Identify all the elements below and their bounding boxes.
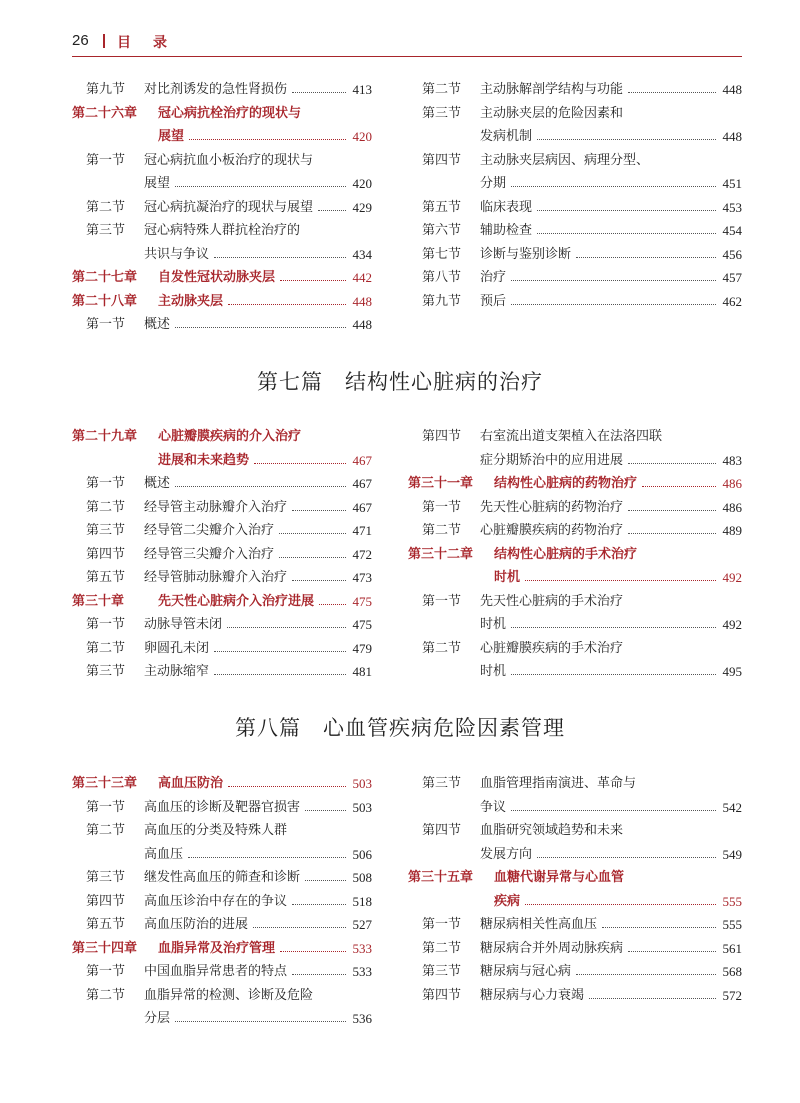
toc-section-line[interactable] xyxy=(72,243,372,267)
toc-section-line[interactable] xyxy=(72,472,372,496)
section-label: 第一节 xyxy=(422,593,462,609)
section-title: 糖尿病合并外周动脉疾病 xyxy=(480,940,624,956)
page-ref: 472 xyxy=(352,546,372,562)
chapter-label: 第三十章 xyxy=(72,593,125,609)
page-ref: 454 xyxy=(722,223,742,238)
section-label: 第九节 xyxy=(86,82,126,97)
chapter-label: 第三十四章 xyxy=(72,940,138,956)
toc-chapter-line[interactable] xyxy=(72,102,372,126)
dot-leader xyxy=(175,1007,346,1022)
toc-section-line[interactable] xyxy=(408,172,742,196)
section-label: 第一节 xyxy=(86,317,126,332)
toc-section-line[interactable] xyxy=(72,843,372,867)
toc-chapter-line[interactable] xyxy=(72,290,372,314)
page-ref: 561 xyxy=(722,940,742,956)
dot-leader xyxy=(576,960,716,975)
toc-chapter-line[interactable] xyxy=(408,566,742,590)
section-title: 冠心病特殊人群抗栓治疗的 xyxy=(144,223,301,238)
section-title: 概述 xyxy=(144,317,171,332)
section-label: 第一节 xyxy=(86,476,126,491)
toc-column-right xyxy=(408,78,742,313)
chapter-title: 冠心病抗栓治疗的现状与 xyxy=(158,105,302,121)
dot-leader xyxy=(254,449,346,464)
section-title: 继发性高血压的筛查和诊断 xyxy=(144,870,301,885)
section-title: 经导管主动脉瓣介入治疗 xyxy=(144,499,288,515)
toc-section-line[interactable] xyxy=(72,196,372,220)
page-ref: 457 xyxy=(722,270,742,285)
section-label: 第二节 xyxy=(422,940,462,956)
dot-leader xyxy=(189,125,346,140)
section-title: 辅助检查 xyxy=(480,223,533,238)
dot-leader xyxy=(537,125,716,140)
section-title: 先天性心脏病的手术治疗 xyxy=(480,593,624,609)
toc-column-left xyxy=(72,772,372,1031)
section-title: 共识与争议 xyxy=(144,246,210,262)
section-title: 临床表现 xyxy=(480,199,533,215)
section-title: 时机 xyxy=(480,617,507,632)
toc-section-line[interactable] xyxy=(408,219,742,243)
section-title: 发病机制 xyxy=(480,129,533,144)
dot-leader xyxy=(279,543,346,558)
dot-leader xyxy=(318,196,346,211)
dot-leader xyxy=(319,590,346,605)
section-title: 预后 xyxy=(480,293,507,309)
toc-section-line[interactable] xyxy=(408,843,742,867)
toc-section-line[interactable] xyxy=(408,660,742,684)
section-title: 冠心病抗凝治疗的现状与展望 xyxy=(144,199,314,215)
toc-column-left xyxy=(72,425,372,684)
toc-chapter-line[interactable] xyxy=(72,937,372,961)
page-ref: 492 xyxy=(722,570,742,585)
chapter-title: 进展和未来趋势 xyxy=(158,452,250,468)
section-title: 主动脉缩窄 xyxy=(144,664,210,679)
section-title: 高血压防治的进展 xyxy=(144,917,249,932)
section-title: 右室流出道支架植入在法洛四联 xyxy=(480,429,663,444)
toc-column-left xyxy=(72,78,372,337)
section-label: 第八节 xyxy=(422,270,462,285)
toc-chapter-line[interactable] xyxy=(408,890,742,914)
section-label: 第二节 xyxy=(422,523,462,538)
section-title: 经导管三尖瓣介入治疗 xyxy=(144,546,275,562)
toc-chapter-line[interactable] xyxy=(72,266,372,290)
section-title: 经导管二尖瓣介入治疗 xyxy=(144,523,275,538)
toc-section-line[interactable] xyxy=(408,819,742,843)
toc-section-line[interactable] xyxy=(72,796,372,820)
section-title: 争议 xyxy=(480,799,507,815)
page-number: 26 xyxy=(72,32,89,49)
page-ref: 533 xyxy=(352,940,372,956)
section-title: 心脏瓣膜疾病的手术治疗 xyxy=(480,640,624,656)
dot-leader xyxy=(511,172,716,187)
toc-section-line[interactable] xyxy=(72,313,372,337)
page-ref: 448 xyxy=(352,317,372,332)
toc-section-line[interactable] xyxy=(72,543,372,567)
page-ref: 451 xyxy=(722,176,742,191)
section-title: 血脂异常的检测、诊断及危险 xyxy=(144,987,314,1003)
chapter-title: 疾病 xyxy=(494,893,521,909)
chapter-label: 第三十五章 xyxy=(408,870,474,885)
section-label: 第三节 xyxy=(86,870,126,885)
section-label: 第三节 xyxy=(86,223,126,238)
section-title: 糖尿病与冠心病 xyxy=(480,964,572,979)
toc-section-line[interactable] xyxy=(72,149,372,173)
dot-leader xyxy=(280,937,346,952)
section-title: 先天性心脏病的药物治疗 xyxy=(480,499,624,515)
dot-leader xyxy=(305,796,346,811)
toc-section-line[interactable] xyxy=(408,590,742,614)
toc-section-line[interactable] xyxy=(72,172,372,196)
page-ref: 492 xyxy=(722,617,742,632)
toc-chapter-line[interactable] xyxy=(72,449,372,473)
dot-leader xyxy=(628,937,716,952)
section-label: 第二节 xyxy=(422,640,462,656)
section-title: 卵圆孔未闭 xyxy=(144,640,210,656)
section-title: 主动脉解剖学结构与功能 xyxy=(480,82,624,97)
toc-section-line[interactable] xyxy=(408,984,742,1008)
page-ref: 442 xyxy=(352,270,372,285)
dot-leader xyxy=(292,960,346,975)
section-label: 第一节 xyxy=(422,917,462,932)
section-label: 第三节 xyxy=(422,105,462,121)
part-title-7: 第七篇 结构性心脏病的治疗 xyxy=(257,370,543,394)
section-title: 时机 xyxy=(480,664,507,679)
page-ref: 486 xyxy=(722,476,742,491)
section-title: 心脏瓣膜疾病的药物治疗 xyxy=(480,523,624,538)
toc-section-line[interactable] xyxy=(408,937,742,961)
section-label: 第二节 xyxy=(86,199,126,215)
page-ref: 475 xyxy=(352,617,372,632)
dot-leader xyxy=(214,243,346,258)
toc-section-line[interactable] xyxy=(408,125,742,149)
section-label: 第四节 xyxy=(86,893,126,909)
dot-leader xyxy=(214,637,346,652)
dot-leader xyxy=(511,796,716,811)
page-ref: 508 xyxy=(352,870,372,885)
chapter-label: 第三十一章 xyxy=(408,476,474,491)
page-ref: 533 xyxy=(352,964,372,979)
section-title: 诊断与鉴别诊断 xyxy=(480,246,572,262)
page-ref: 481 xyxy=(352,664,372,679)
toc-section-line[interactable] xyxy=(408,796,742,820)
chapter-label: 第二十八章 xyxy=(72,293,138,309)
section-title: 分期 xyxy=(480,176,507,191)
section-title: 高血压诊治中存在的争议 xyxy=(144,893,288,909)
toc-section-line[interactable] xyxy=(72,913,372,937)
section-title: 主动脉夹层的危险因素和 xyxy=(480,105,624,121)
dot-leader xyxy=(188,843,346,858)
toc-section-line[interactable] xyxy=(408,102,742,126)
section-title: 冠心病抗血小板治疗的现状与 xyxy=(144,152,314,168)
section-label: 第九节 xyxy=(422,293,462,309)
toc-section-line[interactable] xyxy=(408,196,742,220)
header-title: 目录 xyxy=(117,35,189,51)
dot-leader xyxy=(227,613,346,628)
page-ref: 462 xyxy=(722,293,742,309)
section-label: 第六节 xyxy=(422,223,462,238)
dot-leader xyxy=(175,472,346,487)
dot-leader xyxy=(537,843,716,858)
toc-section-line[interactable] xyxy=(72,78,372,102)
page-ref: 434 xyxy=(352,246,372,262)
page-ref: 495 xyxy=(722,664,742,679)
page-ref: 486 xyxy=(722,499,742,515)
dot-leader xyxy=(214,660,346,675)
page-ref: 420 xyxy=(352,129,372,144)
section-label: 第五节 xyxy=(422,199,462,215)
chapter-label: 第二十九章 xyxy=(72,429,138,444)
dot-leader xyxy=(511,660,716,675)
dot-leader xyxy=(511,266,716,281)
toc-column-right xyxy=(408,425,742,684)
page-ref: 527 xyxy=(352,917,372,932)
chapter-label: 第三十三章 xyxy=(72,776,138,791)
page-ref: 479 xyxy=(352,640,372,656)
page-ref: 413 xyxy=(352,82,372,97)
section-label: 第三节 xyxy=(422,964,462,979)
toc-section-line[interactable] xyxy=(408,613,742,637)
section-label: 第一节 xyxy=(422,499,462,515)
section-title: 动脉导管未闭 xyxy=(144,617,223,632)
toc-section-line[interactable] xyxy=(408,496,742,520)
section-title: 高血压的分类及特殊人群 xyxy=(144,823,288,838)
toc-section-line[interactable] xyxy=(72,519,372,543)
toc-section-line[interactable] xyxy=(408,266,742,290)
dot-leader xyxy=(279,519,346,534)
dot-leader xyxy=(292,890,346,905)
chapter-title: 高血压防治 xyxy=(158,776,224,791)
section-label: 第四节 xyxy=(422,152,462,168)
page-ref: 483 xyxy=(722,452,742,468)
toc-section-line[interactable] xyxy=(72,496,372,520)
section-title: 高血压的诊断及靶器官损害 xyxy=(144,799,301,815)
page-ref: 453 xyxy=(722,199,742,215)
page-ref: 503 xyxy=(352,799,372,815)
toc-section-line[interactable] xyxy=(408,149,742,173)
dot-leader xyxy=(292,566,346,581)
section-label: 第二节 xyxy=(86,987,126,1003)
section-title: 中国血脂异常患者的特点 xyxy=(144,964,288,979)
toc-section-line[interactable] xyxy=(408,78,742,102)
section-label: 第四节 xyxy=(422,823,462,838)
section-label: 第二节 xyxy=(86,640,126,656)
section-label: 第一节 xyxy=(86,152,126,168)
section-label: 第二节 xyxy=(86,823,126,838)
section-title: 血脂管理指南演进、革命与 xyxy=(480,776,637,791)
toc-section-line[interactable] xyxy=(408,637,742,661)
dot-leader xyxy=(175,172,346,187)
page-ref: 506 xyxy=(352,846,372,862)
toc-chapter-line[interactable] xyxy=(408,472,742,496)
dot-leader xyxy=(511,290,716,305)
chapter-label: 第三十二章 xyxy=(408,546,474,562)
section-label: 第三节 xyxy=(422,776,462,791)
page-ref: 467 xyxy=(352,476,372,491)
toc-section-line[interactable] xyxy=(408,772,742,796)
section-label: 第四节 xyxy=(86,546,126,562)
page-ref: 473 xyxy=(352,570,372,585)
section-title: 对比剂诱发的急性肾损伤 xyxy=(144,82,288,97)
chapter-title: 主动脉夹层 xyxy=(158,293,224,309)
toc-section-line[interactable] xyxy=(72,566,372,590)
dot-leader xyxy=(280,266,346,281)
page-ref: 467 xyxy=(352,452,372,468)
chapter-title: 展望 xyxy=(158,129,185,144)
dot-leader xyxy=(602,913,716,928)
section-title: 症分期矫治中的应用进展 xyxy=(480,452,624,468)
page-ref: 489 xyxy=(722,523,742,538)
toc-chapter-line[interactable] xyxy=(408,866,742,890)
section-label: 第三节 xyxy=(86,523,126,538)
toc-section-line[interactable] xyxy=(408,519,742,543)
section-label: 第三节 xyxy=(86,664,126,679)
section-label: 第七节 xyxy=(422,246,462,262)
section-title: 分层 xyxy=(144,1011,171,1026)
chapter-title: 结构性心脏病的手术治疗 xyxy=(494,546,638,562)
toc-section-line[interactable] xyxy=(72,1007,372,1031)
dot-leader xyxy=(628,78,716,93)
header-divider xyxy=(103,34,105,48)
section-title: 经导管肺动脉瓣介入治疗 xyxy=(144,570,288,585)
dot-leader xyxy=(525,890,716,905)
page-ref: 448 xyxy=(722,82,742,97)
chapter-title: 心脏瓣膜疾病的介入治疗 xyxy=(158,429,302,444)
page-ref: 555 xyxy=(722,917,742,932)
page-ref: 518 xyxy=(352,893,372,909)
toc-section-line[interactable] xyxy=(408,449,742,473)
dot-leader xyxy=(589,984,716,999)
toc-section-line[interactable] xyxy=(72,613,372,637)
dot-leader xyxy=(628,519,716,534)
part-title-8: 第八篇 心血管疾病危险因素管理 xyxy=(235,716,565,740)
dot-leader xyxy=(175,313,346,328)
page-ref: 549 xyxy=(722,846,742,862)
section-title: 发展方向 xyxy=(480,846,533,862)
page-ref: 555 xyxy=(722,893,742,909)
chapter-title: 时机 xyxy=(494,570,521,585)
chapter-title: 先天性心脏病介入治疗进展 xyxy=(158,593,315,609)
dot-leader xyxy=(228,772,346,787)
chapter-title: 血脂异常及治疗管理 xyxy=(158,940,276,956)
section-title: 概述 xyxy=(144,476,171,491)
page-ref: 471 xyxy=(352,523,372,538)
section-label: 第二节 xyxy=(86,499,126,515)
toc-chapter-line[interactable] xyxy=(72,425,372,449)
chapter-label: 第二十七章 xyxy=(72,270,138,285)
section-title: 糖尿病与心力衰竭 xyxy=(480,987,585,1003)
toc-section-line[interactable] xyxy=(408,960,742,984)
section-label: 第一节 xyxy=(86,799,126,815)
toc-section-line[interactable] xyxy=(72,890,372,914)
page-ref: 568 xyxy=(722,964,742,979)
dot-leader xyxy=(511,613,716,628)
toc-section-line[interactable] xyxy=(408,243,742,267)
toc-chapter-line[interactable] xyxy=(408,543,742,567)
section-label: 第四节 xyxy=(422,987,462,1003)
dot-leader xyxy=(525,566,716,581)
dot-leader xyxy=(576,243,716,258)
chapter-title: 血糖代谢异常与心血管 xyxy=(494,870,625,885)
toc-chapter-line[interactable] xyxy=(72,590,372,614)
page-ref: 536 xyxy=(352,1011,372,1026)
toc-chapter-line[interactable] xyxy=(72,125,372,149)
page-ref: 448 xyxy=(722,129,742,144)
page-ref: 467 xyxy=(352,499,372,515)
section-label: 第一节 xyxy=(86,964,126,979)
toc-section-line[interactable] xyxy=(72,637,372,661)
dot-leader xyxy=(628,449,716,464)
toc-section-line[interactable] xyxy=(72,219,372,243)
section-label: 第一节 xyxy=(86,617,126,632)
toc-section-line[interactable] xyxy=(72,960,372,984)
section-title: 治疗 xyxy=(480,270,507,285)
section-title: 主动脉夹层病因、病理分型、 xyxy=(480,152,650,168)
dot-leader xyxy=(537,196,716,211)
toc-chapter-line[interactable] xyxy=(72,772,372,796)
section-label: 第五节 xyxy=(86,917,126,932)
section-label: 第五节 xyxy=(86,570,126,585)
dot-leader xyxy=(537,219,716,234)
dot-leader xyxy=(642,472,716,487)
section-title: 高血压 xyxy=(144,846,184,862)
section-title: 展望 xyxy=(144,176,171,191)
page-ref: 503 xyxy=(352,776,372,791)
chapter-title: 结构性心脏病的药物治疗 xyxy=(494,476,638,491)
page-header xyxy=(72,28,742,57)
dot-leader xyxy=(253,913,346,928)
dot-leader xyxy=(292,78,346,93)
toc-section-line[interactable] xyxy=(72,984,372,1008)
toc-section-line[interactable] xyxy=(72,819,372,843)
page-ref: 429 xyxy=(352,199,372,215)
toc-section-line[interactable] xyxy=(408,425,742,449)
page-ref: 420 xyxy=(352,176,372,191)
toc-section-line[interactable] xyxy=(408,290,742,314)
page-ref: 456 xyxy=(722,246,742,262)
section-label: 第四节 xyxy=(422,429,462,444)
section-title: 血脂研究领域趋势和未来 xyxy=(480,823,624,838)
toc-section-line[interactable] xyxy=(408,913,742,937)
dot-leader xyxy=(305,866,346,881)
page-ref: 475 xyxy=(352,593,372,609)
section-title: 糖尿病相关性高血压 xyxy=(480,917,598,932)
dot-leader xyxy=(228,290,346,305)
page-ref: 448 xyxy=(352,293,372,309)
page-ref: 542 xyxy=(722,799,742,815)
dot-leader xyxy=(628,496,716,511)
toc-column-right xyxy=(408,772,742,1007)
chapter-label: 第二十六章 xyxy=(72,105,138,121)
dot-leader xyxy=(292,496,346,511)
toc-section-line[interactable] xyxy=(72,866,372,890)
page-ref: 572 xyxy=(722,987,742,1003)
chapter-title: 自发性冠状动脉夹层 xyxy=(158,270,276,285)
toc-section-line[interactable] xyxy=(72,660,372,684)
section-label: 第二节 xyxy=(422,82,462,97)
